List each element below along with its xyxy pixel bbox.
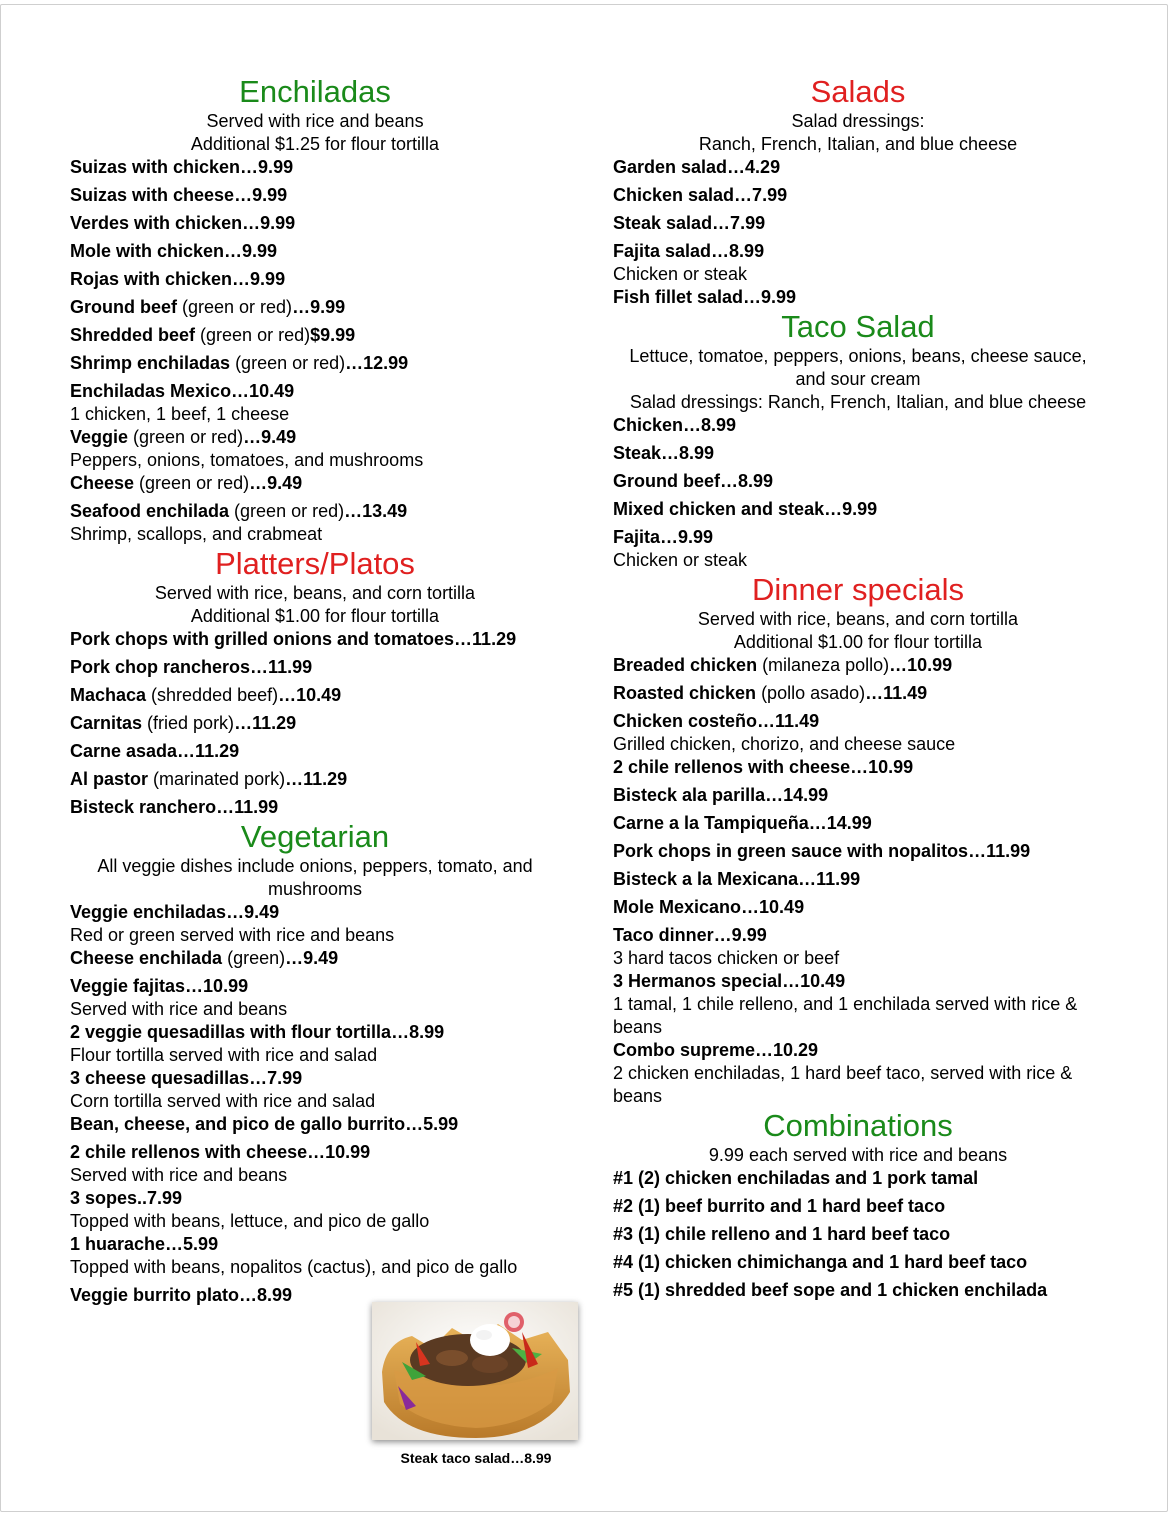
menu-item-variant: (green or red) [195, 325, 311, 345]
section-note: Lettuce, tomatoe, peppers, onions, beans, cheese sauce, and sour cream [629, 346, 1087, 389]
menu-item [613, 286, 1103, 309]
menu-item-description: Topped with beans, lettuce, and pico de gallo [70, 1211, 430, 1231]
menu-item [613, 970, 1103, 1039]
menu-item-price: …11.29 [234, 713, 297, 733]
menu-item-list [70, 156, 560, 546]
menu-item-description: 3 hard tacos chicken or beef [613, 948, 840, 968]
menu-item [613, 1195, 1103, 1218]
menu-item-variant: (green or red) [177, 297, 293, 317]
menu-item-price: …9.49 [249, 473, 303, 493]
menu-item [613, 414, 1103, 437]
menu-item-name [70, 1187, 560, 1210]
menu-item-title: Rojas with chicken…9.99 [70, 269, 286, 289]
menu-item-variant: (green) [222, 948, 286, 968]
section-heading: Taco Salad [781, 309, 935, 344]
menu-item-title: Veggie burrito plato…8.99 [70, 1285, 293, 1305]
menu-item-title: Garden salad…4.29 [613, 157, 781, 177]
menu-item [613, 212, 1103, 235]
menu-item-title: Seafood enchilada [70, 501, 230, 521]
menu-item-description: Chicken or steak [613, 550, 748, 570]
menu-item-title: Mole with chicken…9.99 [70, 241, 278, 261]
menu-item-name [613, 868, 1103, 891]
menu-item-title: 3 cheese quesadillas…7.99 [70, 1068, 303, 1088]
menu-item-name [613, 1223, 1103, 1246]
menu-item [70, 1187, 560, 1233]
menu-item-description: Peppers, onions, tomatoes, and mushrooms [70, 450, 424, 470]
menu-item-name [70, 656, 560, 679]
menu-item-title: Steak…8.99 [613, 443, 715, 463]
taco-salad-illustration [372, 1302, 578, 1440]
menu-item [613, 1039, 1103, 1108]
menu-item-name [70, 184, 560, 207]
menu-item-name [613, 498, 1103, 521]
menu-item-variant: (marinated pork) [148, 769, 286, 789]
menu-item-title: Fish fillet salad…9.99 [613, 287, 797, 307]
menu-item-title: Ground beef…8.99 [613, 471, 774, 491]
menu-item-title: 2 chile rellenos with cheese…10.99 [613, 757, 914, 777]
section-note: All veggie dishes include onions, peppers, tomato, and mushrooms [97, 856, 533, 899]
menu-item-title: 2 chile rellenos with cheese…10.99 [70, 1142, 371, 1162]
menu-item [613, 682, 1103, 705]
menu-item-name [613, 1195, 1103, 1218]
menu-item [70, 1113, 560, 1136]
menu-item-name [613, 756, 1103, 779]
menu-item-title: Breaded chicken [613, 655, 758, 675]
menu-item-title: 3 sopes..7.99 [70, 1188, 183, 1208]
menu-item-title: Bisteck a la Mexicana…11.99 [613, 869, 861, 889]
menu-item-title: Chicken salad…7.99 [613, 185, 788, 205]
section-note: Additional $1.00 for flour tortilla [190, 606, 440, 626]
menu-item-title: Shrimp enchiladas [70, 353, 231, 373]
menu-item-name [613, 710, 1103, 733]
menu-item-description: Served with rice and beans [70, 999, 288, 1019]
menu-item-title: Pork chop rancheros…11.99 [70, 657, 313, 677]
menu-item-name [70, 947, 560, 970]
menu-item-name [70, 426, 560, 449]
menu-item-title: Mixed chicken and steak…9.99 [613, 499, 878, 519]
menu-item-variant: (green or red) [229, 501, 345, 521]
menu-item-name [70, 901, 560, 924]
menu-item-name [70, 1113, 560, 1136]
menu-item-name [613, 442, 1103, 465]
menu-item-title: Taco dinner…9.99 [613, 925, 767, 945]
menu-item-name [613, 470, 1103, 493]
menu-item-title: Pork chops in green sauce with nopalitos…11.99 [613, 841, 1031, 861]
menu-item-list [70, 628, 560, 819]
menu-item-title: #5 (1) shredded beef sope and 1 chicken enchilada [613, 1280, 1048, 1300]
menu-item-list [613, 156, 1103, 309]
menu-item-title: Bisteck ranchero…11.99 [70, 797, 279, 817]
menu-item-title: 1 huarache…5.99 [70, 1234, 219, 1254]
menu-item-title: Suizas with cheese…9.99 [70, 185, 288, 205]
menu-item-variant: (green or red) [134, 473, 250, 493]
menu-item-variant: (shredded beef) [146, 685, 279, 705]
menu-item-name [70, 156, 560, 179]
menu-item-price: …12.99 [345, 353, 409, 373]
menu-item-name [70, 296, 560, 319]
menu-item [613, 812, 1103, 835]
menu-item-name [613, 970, 1103, 993]
menu-item-title: Carne asada…11.29 [70, 741, 240, 761]
menu-item-description: Corn tortilla served with rice and salad [70, 1091, 376, 1111]
menu-item-title: Carne a la Tampiqueña…14.99 [613, 813, 872, 833]
menu-item-description: Shrimp, scallops, and crabmeat [70, 524, 323, 544]
menu-item-name [613, 812, 1103, 835]
menu-item-variant: (green or red) [230, 353, 346, 373]
section-note: Additional $1.00 for flour tortilla [733, 632, 983, 652]
menu-item [613, 924, 1103, 970]
menu-item [70, 1021, 560, 1067]
menu-item [70, 975, 560, 1021]
menu-item [70, 947, 560, 970]
menu-item-title: #4 (1) chicken chimichanga and 1 hard beef taco [613, 1252, 1028, 1272]
section-note: Served with rice, beans, and corn tortilla [697, 609, 1019, 629]
menu-item [70, 472, 560, 495]
menu-item-description: Served with rice and beans [70, 1165, 288, 1185]
section-heading: Salads [810, 74, 906, 109]
menu-item-name [613, 924, 1103, 947]
menu-item [70, 324, 560, 347]
menu-item-title: #2 (1) beef burrito and 1 hard beef taco [613, 1196, 946, 1216]
menu-item-title: Fajita salad…8.99 [613, 241, 765, 261]
menu-section [613, 572, 1103, 1108]
menu-item-title: Veggie enchiladas…9.49 [70, 902, 280, 922]
menu-item-title: Roasted chicken [613, 683, 757, 703]
menu-item-title: #1 (2) chicken enchiladas and 1 pork tamal [613, 1168, 979, 1188]
menu-item-name [613, 654, 1103, 677]
section-heading: Enchiladas [239, 74, 391, 109]
menu-item-name [613, 1039, 1103, 1062]
menu-item-name [70, 472, 560, 495]
menu-item [70, 240, 560, 263]
menu-item [613, 470, 1103, 493]
menu-item-title: Shredded beef [70, 325, 196, 345]
menu-item-variant: (pollo asado) [756, 683, 866, 703]
menu-section [70, 546, 560, 819]
menu-item [70, 1233, 560, 1279]
menu-item-title: 2 veggie quesadillas with flour tortilla…8.99 [70, 1022, 445, 1042]
menu-item [613, 710, 1103, 756]
menu-item-title: Bisteck ala parilla…14.99 [613, 785, 829, 805]
menu-item-name [613, 212, 1103, 235]
menu-item [70, 628, 560, 651]
menu-item-name [70, 628, 560, 651]
menu-item [613, 1167, 1103, 1190]
menu-item-price: …9.99 [292, 297, 346, 317]
menu-item-name [70, 975, 560, 998]
menu-item-name [70, 240, 560, 263]
menu-item-price: …9.49 [243, 427, 297, 447]
menu-item-name [70, 712, 560, 735]
section-note: 9.99 each served with rice and beans [708, 1145, 1008, 1165]
menu-item [70, 156, 560, 179]
menu-item-variant: (fried pork) [142, 713, 235, 733]
section-heading: Combinations [763, 1108, 953, 1143]
menu-item-name [613, 784, 1103, 807]
menu-item-name [613, 184, 1103, 207]
menu-item-title: Veggie [70, 427, 129, 447]
menu-item [70, 684, 560, 707]
menu-item-title: Pork chops with grilled onions and tomatoes…11.29 [70, 629, 517, 649]
menu-item [613, 442, 1103, 465]
menu-item [70, 901, 560, 947]
section-heading: Dinner specials [752, 572, 964, 607]
menu-item-name [70, 796, 560, 819]
menu-section [70, 74, 560, 546]
menu-item [70, 712, 560, 735]
menu-item-name [613, 840, 1103, 863]
menu-item [613, 1279, 1103, 1302]
menu-item-price: …11.49 [865, 683, 928, 703]
menu-item-name [70, 1233, 560, 1256]
menu-item-name [70, 1067, 560, 1090]
menu-item-title: Bean, cheese, and pico de gallo burrito…5.99 [70, 1114, 459, 1134]
menu-item-list [70, 901, 560, 1307]
menu-item-description: 1 chicken, 1 beef, 1 cheese [70, 404, 290, 424]
menu-item [613, 240, 1103, 286]
menu-item-variant: (green or red) [128, 427, 244, 447]
menu-item-title: Chicken…8.99 [613, 415, 737, 435]
menu-item-title: Ground beef [70, 297, 177, 317]
menu-section [613, 74, 1103, 309]
menu-item [70, 796, 560, 819]
menu-section [613, 309, 1103, 572]
menu-item-title: Mole Mexicano…10.49 [613, 897, 805, 917]
menu-item-name [70, 268, 560, 291]
menu-item-variant: (milaneza pollo) [757, 655, 890, 675]
menu-item-name [70, 1141, 560, 1164]
menu-item-name [70, 324, 560, 347]
menu-item-name [70, 740, 560, 763]
menu-item [70, 1141, 560, 1187]
menu-item [70, 380, 560, 426]
menu-item-title: #3 (1) chile relleno and 1 hard beef taco [613, 1224, 951, 1244]
menu-item-name [613, 414, 1103, 437]
menu-item [70, 296, 560, 319]
menu-item [613, 184, 1103, 207]
menu-item [613, 526, 1103, 572]
menu-item-name [613, 1279, 1103, 1302]
menu-item-title: Veggie fajitas…10.99 [70, 976, 249, 996]
menu-item-title: Al pastor [70, 769, 149, 789]
menu-item [70, 184, 560, 207]
menu-item-price: …11.29 [285, 769, 348, 789]
menu-item [613, 498, 1103, 521]
menu-item-list [613, 1167, 1103, 1302]
menu-item-list [613, 654, 1103, 1108]
menu-section [613, 1108, 1103, 1302]
menu-item-description: Topped with beans, nopalitos (cactus), and pico de gallo [70, 1257, 518, 1277]
menu-item [613, 784, 1103, 807]
menu-item-title: Chicken costeño…11.49 [613, 711, 820, 731]
menu-item [70, 352, 560, 375]
menu-item [70, 212, 560, 235]
menu-item-description: Red or green served with rice and beans [70, 925, 395, 945]
menu-item-title: Cheese [70, 473, 135, 493]
menu-item-name [613, 1251, 1103, 1274]
menu-item-price: $9.99 [310, 325, 356, 345]
menu-item-title: Steak salad…7.99 [613, 213, 766, 233]
menu-item [613, 840, 1103, 863]
section-note: Salad dressings: Ranch, French, Italian, and blue cheese [629, 392, 1087, 412]
menu-item-name [613, 896, 1103, 919]
menu-item-name [613, 1167, 1103, 1190]
menu-item-name [70, 500, 560, 523]
menu-item [613, 156, 1103, 179]
menu-item [613, 756, 1103, 779]
section-note: Salad dressings: [791, 111, 925, 131]
menu-item-name [613, 682, 1103, 705]
menu-item-list [613, 414, 1103, 572]
menu-item-price: …13.49 [344, 501, 408, 521]
menu-item [70, 268, 560, 291]
menu-item-description: 1 tamal, 1 chile relleno, and 1 enchilada served with rice & beans [613, 994, 1078, 1037]
section-note: Additional $1.25 for flour tortilla [190, 134, 440, 154]
menu-item [70, 768, 560, 791]
menu-section [70, 819, 560, 1307]
menu-item-title: Suizas with chicken…9.99 [70, 157, 294, 177]
menu-item-title: Machaca [70, 685, 147, 705]
menu-item [613, 868, 1103, 891]
menu-item-name [613, 526, 1103, 549]
section-note: Ranch, French, Italian, and blue cheese [698, 134, 1018, 154]
menu-item [613, 1223, 1103, 1246]
photo-caption: Steak taco salad…8.99 [400, 1450, 552, 1466]
menu-item-name [70, 212, 560, 235]
menu-item-title: Combo supreme…10.29 [613, 1040, 819, 1060]
menu-item-name [613, 156, 1103, 179]
menu-item [70, 656, 560, 679]
menu-item [613, 896, 1103, 919]
menu-item-name [70, 380, 560, 403]
section-note: Served with rice and beans [206, 111, 424, 131]
menu-item-price: …10.99 [889, 655, 953, 675]
menu-item [613, 1251, 1103, 1274]
menu-item [613, 654, 1103, 677]
menu-item-name [70, 352, 560, 375]
menu-item-title: Fajita…9.99 [613, 527, 714, 547]
menu-item-title: 3 Hermanos special…10.49 [613, 971, 846, 991]
menu-item [70, 1067, 560, 1113]
menu-item-title: Verdes with chicken…9.99 [70, 213, 296, 233]
section-heading: Platters/Platos [215, 546, 415, 581]
menu-item-name [613, 286, 1103, 309]
menu-item-title: Carnitas [70, 713, 143, 733]
left-column [70, 74, 560, 1307]
menu-item-name [70, 684, 560, 707]
menu-item-name [70, 768, 560, 791]
menu-item-description: Flour tortilla served with rice and salad [70, 1045, 378, 1065]
taco-salad-photo [372, 1302, 578, 1440]
menu-item [70, 500, 560, 546]
menu-item-name [70, 1021, 560, 1044]
menu-item [70, 426, 560, 472]
menu-item-price: …10.49 [278, 685, 342, 705]
menu-item-description: Chicken or steak [613, 264, 748, 284]
menu-item-description: Grilled chicken, chorizo, and cheese sauce [613, 734, 956, 754]
menu-item-description: 2 chicken enchiladas, 1 hard beef taco, served with rice & beans [613, 1063, 1073, 1106]
section-heading: Vegetarian [240, 819, 390, 854]
menu-item-title: Enchiladas Mexico…10.49 [70, 381, 295, 401]
menu-item-name [613, 240, 1103, 263]
menu-item [70, 740, 560, 763]
right-column [613, 74, 1103, 1302]
section-note: Served with rice, beans, and corn tortilla [154, 583, 476, 603]
menu-item-title: Cheese enchilada [70, 948, 223, 968]
menu-item-price: …9.49 [285, 948, 339, 968]
